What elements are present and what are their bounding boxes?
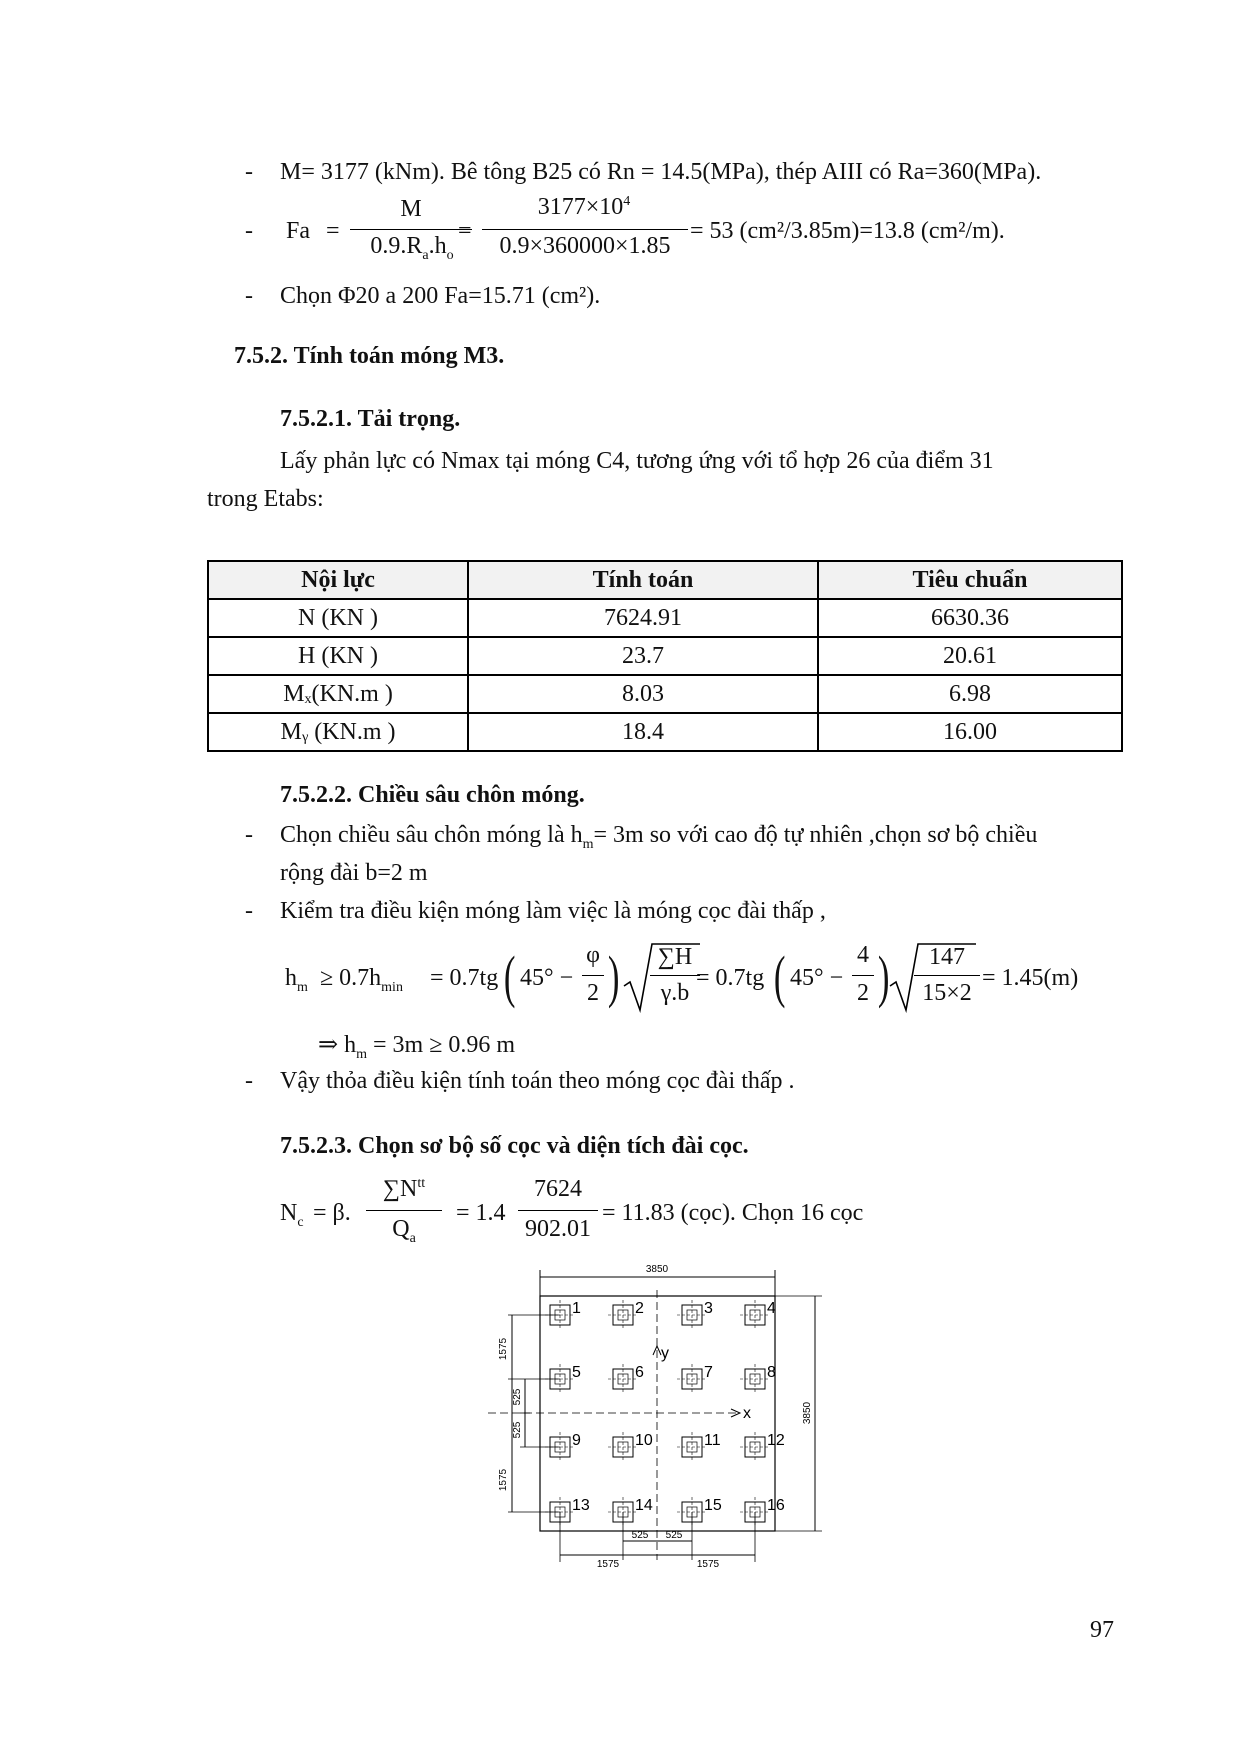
eq-gb: γ.b [660, 980, 690, 1006]
pile-number: 4 [767, 1300, 776, 1317]
table-header-row [208, 561, 1122, 599]
section-heading-7522: 7.5.2.2. Chiều sâu chôn móng. [280, 782, 585, 808]
section-heading-7521: 7.5.2.1. Tải trọng. [280, 406, 461, 432]
dim-left-label: 525 [512, 1421, 523, 1439]
section-heading-7523: 7.5.2.3. Chọn sơ bộ số cọc và diện tích đài cọc. [280, 1133, 749, 1159]
nc-902: 902.01 [525, 1216, 591, 1242]
pile-number: 10 [635, 1432, 653, 1449]
pile-number: 16 [767, 1497, 785, 1514]
pile-number: 7 [704, 1364, 713, 1381]
fa-numerator-2: $3177\times 10^4$ [537, 194, 631, 220]
section-heading-752: 7.5.2. Tính toán móng M3. [234, 343, 505, 369]
pile [608, 1497, 653, 1527]
fraction-bar [582, 975, 604, 976]
pile-number: 13 [572, 1497, 590, 1514]
pile [608, 1364, 644, 1394]
fraction-bar [482, 229, 688, 230]
pile-number: 5 [572, 1364, 581, 1381]
table-cell: Mᵧ (KN.m ) [208, 713, 468, 751]
eq-part2: = 0.7tg [430, 965, 499, 991]
pile [677, 1300, 713, 1330]
fa-denominator-2: 0.9×360000×1.85 [499, 233, 671, 259]
implication-line: ⇒ $h_m = 3m \ge 0.96$ m [318, 1032, 516, 1062]
table-cell: N (KN ) [208, 599, 468, 637]
eq-phi: φ [586, 942, 600, 968]
pile [545, 1364, 581, 1394]
table-cell: 6630.36 [818, 599, 1122, 637]
fraction-bar [518, 1210, 598, 1211]
eq-2a: 2 [587, 980, 599, 1006]
table-cell: 6.98 [818, 675, 1122, 713]
paragraph-line: trong Etabs: [207, 486, 324, 512]
pile [677, 1497, 722, 1527]
fraction-bar [914, 975, 980, 976]
page-number: 97 [1090, 1617, 1114, 1643]
table-cell: 7624.91 [468, 599, 818, 637]
nc-beta: = β. [313, 1200, 351, 1226]
fa-numerator-1: M [400, 196, 422, 222]
axis-y-label: y [661, 1345, 669, 1362]
pile-number: 2 [635, 1300, 644, 1317]
pile-number: 9 [572, 1432, 581, 1449]
bullet-dash: - [245, 898, 253, 924]
nc-7624: 7624 [534, 1176, 582, 1202]
paren-right: ) [877, 944, 890, 1009]
eq-hm: $h_m$ [285, 965, 308, 995]
nc-14: = 1.4 [456, 1200, 506, 1226]
eq-2b: 2 [857, 980, 869, 1006]
eq-45a: 45° − [520, 965, 574, 991]
eq-45b: 45° − [790, 965, 844, 991]
pile [740, 1432, 785, 1462]
table-header-cell: Tính toán [468, 561, 818, 599]
bullet-dash: - [245, 822, 253, 848]
bullet-dash: - [245, 159, 253, 185]
eq-15x2: 15×2 [922, 980, 972, 1006]
fraction-bar [650, 975, 700, 976]
fraction-bar [350, 229, 472, 230]
nc-result: = 11.83 (cọc). Chọn 16 cọc [602, 1200, 864, 1226]
pile-number: 14 [635, 1497, 653, 1514]
moment-line: M= 3177 (kNm). Bê tông B25 có Rn = 14.5(MPa), thép AIII có Ra=360(MPa). [280, 159, 1042, 185]
nc-q: $Q_a$ [392, 1216, 416, 1246]
paren-right: ) [607, 944, 620, 1009]
pile-number: 12 [767, 1432, 785, 1449]
pile-number: 15 [704, 1497, 722, 1514]
nc-sum: $\sum N^{tt}$ [382, 1176, 426, 1202]
eq-4: 4 [857, 942, 869, 968]
paren-left: ( [503, 944, 516, 1009]
paragraph-line: Lấy phản lực có Nmax tại móng C4, tương ứng với tổ hợp 26 của điểm 31 [280, 448, 994, 474]
dim-bot-label: 1575 [696, 1559, 720, 1570]
bullet-dash: - [245, 1068, 253, 1094]
table-cell: H (KN ) [208, 637, 468, 675]
fraction-bar [366, 1210, 442, 1211]
dim-top-label: 3850 [645, 1264, 669, 1275]
pile [740, 1364, 776, 1394]
table-cell: 18.4 [468, 713, 818, 751]
pile-number: 8 [767, 1364, 776, 1381]
table-cell: 23.7 [468, 637, 818, 675]
dim-bot-label: 525 [665, 1530, 683, 1541]
pile [608, 1300, 644, 1330]
pile-number: 3 [704, 1300, 713, 1317]
pile-number: 1 [572, 1300, 581, 1317]
dim-right-label: 3850 [802, 1401, 813, 1425]
table-header-cell: Tiêu chuẩn [818, 561, 1122, 599]
bullet-dash: - [245, 218, 253, 244]
fa-label: Fa [286, 218, 310, 244]
pile-number: 6 [635, 1364, 644, 1381]
pile [545, 1300, 581, 1330]
pile-number: 11 [704, 1432, 721, 1449]
depth-line: Chọn chiều sâu chôn móng là $h_m= 3m$ so với cao độ tự nhiên ,chọn sơ bộ chiều [280, 822, 1038, 852]
table-header-cell: Nội lực [208, 561, 468, 599]
bullet-dash: - [245, 283, 253, 309]
table-cell: 20.61 [818, 637, 1122, 675]
pile [545, 1497, 590, 1527]
dim-left-label: 1575 [498, 1468, 509, 1492]
table-row [208, 713, 1122, 751]
eq-sign: = [326, 218, 340, 244]
depth-line-cont: rộng đài b=2 m [280, 860, 428, 886]
pile-layout-diagram [480, 1255, 840, 1575]
table-cell: 16.00 [818, 713, 1122, 751]
table-cell: Mₓ(KN.m ) [208, 675, 468, 713]
pile [677, 1432, 721, 1462]
dim-left-label: 525 [512, 1388, 523, 1406]
check-line: Kiểm tra điều kiện móng làm việc là móng cọc đài thấp , [280, 898, 826, 924]
pile [608, 1432, 653, 1462]
axis-x-label: x [743, 1405, 751, 1422]
eq-sign: = [458, 218, 472, 244]
eq-147: 147 [929, 944, 965, 970]
internal-forces-table [207, 560, 1123, 752]
eq-sumH: ∑H [657, 944, 693, 970]
dim-left-label: 1575 [498, 1337, 509, 1361]
dim-bot-label: 1575 [596, 1559, 620, 1570]
pile [740, 1300, 776, 1330]
eq-result: = 1.45(m) [982, 965, 1079, 991]
table-cell: 8.03 [468, 675, 818, 713]
fa-result: = 53 (cm²/3.85m)=13.8 (cm²/m). [690, 218, 1005, 244]
pile [545, 1432, 581, 1462]
fraction-bar [852, 975, 874, 976]
paren-left: ( [773, 944, 786, 1009]
pile [740, 1497, 785, 1527]
pile [677, 1364, 713, 1394]
nc-label: $N_c$ [280, 1200, 304, 1230]
dim-bot-label: 525 [631, 1530, 649, 1541]
conclusion-line: Vậy thỏa điều kiện tính toán theo móng cọc đài thấp . [280, 1068, 795, 1094]
table-row [208, 599, 1122, 637]
choose-rebar-line: Chọn Φ20 a 200 Fa=15.71 (cm²). [280, 283, 601, 309]
eq-part1: ≥ $0.7h_{min}$ [320, 965, 403, 995]
table-row [208, 637, 1122, 675]
table-row [208, 675, 1122, 713]
fa-denominator-1: $0.9.R_a.h_o$ [370, 233, 454, 263]
eq-part3: = 0.7tg [696, 965, 765, 991]
